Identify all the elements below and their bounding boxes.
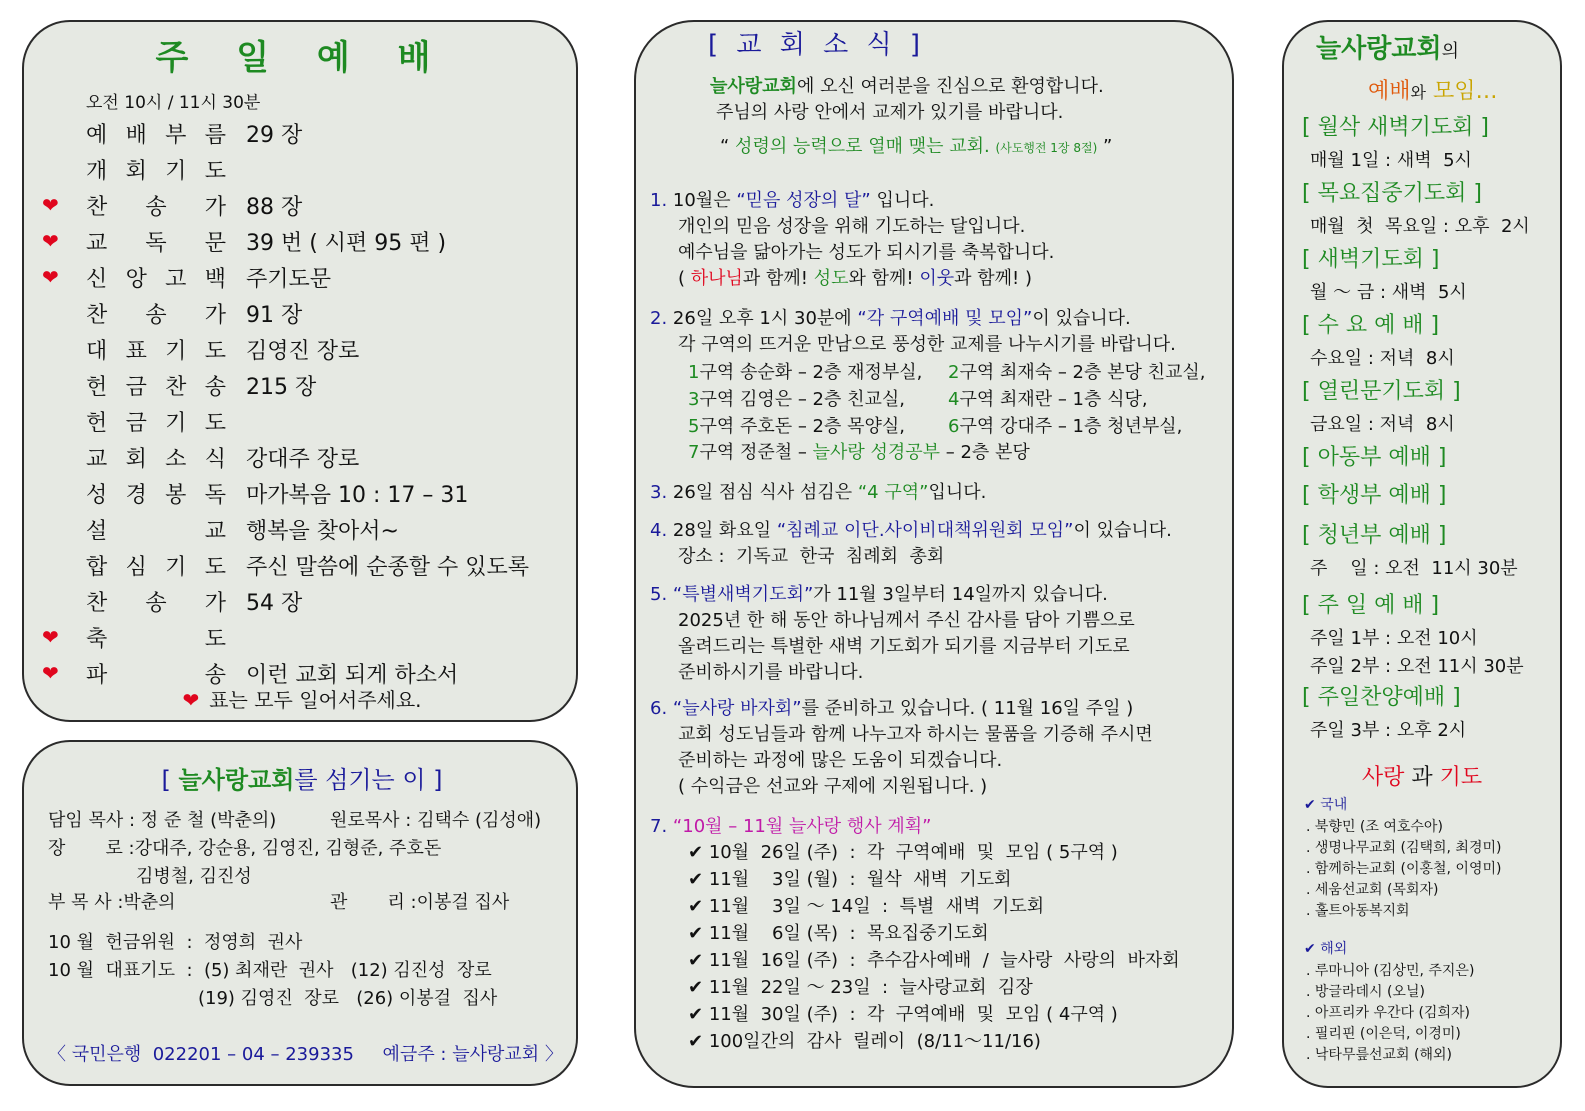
order-label-char: 설 xyxy=(86,519,108,544)
item-highlight: “침례교 이단.사이비대책위원회 모임” xyxy=(776,520,1074,541)
order-label-char: 신 xyxy=(86,267,108,292)
check-icon: ✔ xyxy=(688,977,704,998)
order-label-char: 금 xyxy=(125,375,147,400)
worship-title: 주 일 예 배 xyxy=(155,38,449,78)
order-value: 강대주 장로 xyxy=(246,447,360,472)
order-label-char: 찬 xyxy=(86,591,108,616)
item-text: 이 있습니다. xyxy=(1032,308,1131,329)
order-value: 54 장 xyxy=(246,591,303,616)
elders-row xyxy=(48,834,441,860)
text: 과 함께! xyxy=(742,268,814,289)
schedule-title: [ 주일찬양예배 ] xyxy=(1302,685,1461,710)
group-1 xyxy=(688,358,922,384)
event-item xyxy=(688,892,1044,918)
order-label-char: 부 xyxy=(165,123,187,148)
event-item xyxy=(688,973,1033,999)
check-icon: ✔ xyxy=(688,923,704,944)
order-label-char: 헌 xyxy=(86,375,108,400)
order-label xyxy=(86,406,226,437)
event-text: 11월 6일 (목) : 목요집중기도회 xyxy=(708,923,989,944)
event-item xyxy=(688,919,989,945)
order-label-char: 찬 xyxy=(86,195,108,220)
assoc-pastor-row xyxy=(48,888,176,914)
order-label-char: 기 xyxy=(165,411,187,436)
heading-particle: 의 xyxy=(1441,41,1459,62)
order-label xyxy=(86,478,226,509)
event-text: 10월 26일 (주) : 각 구역예배 및 모임 ( 5구역 ) xyxy=(708,842,1118,863)
monthly-prayer-1: 10 월 대표기도 : (5) 최재란 권사 (12) 김진성 장로 xyxy=(48,960,492,981)
order-label-char: 독 xyxy=(145,231,167,256)
order-label xyxy=(86,118,226,149)
love-word: 사랑 xyxy=(1361,765,1405,790)
order-value: 215 장 xyxy=(246,375,317,400)
group-4 xyxy=(948,385,1148,411)
news-item-5 xyxy=(650,580,1108,606)
group-3 xyxy=(688,385,905,411)
item-number: 7. xyxy=(650,816,668,837)
order-label-char: 송 xyxy=(145,195,167,220)
order-value: 이런 교회 되게 하소서 xyxy=(246,663,459,688)
check-icon: ✔ xyxy=(688,1004,704,1025)
news-title: [ 교 회 소 식 ] xyxy=(708,30,926,60)
item-number: 5. xyxy=(650,584,668,605)
overseas-label: 해외 xyxy=(1320,941,1348,957)
order-label-char: 찬 xyxy=(165,375,187,400)
manager-row xyxy=(330,888,509,914)
event-text: 100일간의 감사 릴레이 (8/11～11/16) xyxy=(708,1031,1041,1052)
order-label-char: 독 xyxy=(204,483,226,508)
welcome-line-1 xyxy=(710,72,1104,98)
order-label xyxy=(86,154,226,185)
check-icon: ✔ xyxy=(688,869,704,890)
meeting-word: 모임… xyxy=(1432,79,1498,104)
god-word: 하나님 xyxy=(690,268,743,289)
pastor-row xyxy=(48,806,276,832)
group-text: 구역 송순화 – 2층 재정부실, xyxy=(699,362,923,383)
order-value: 29 장 xyxy=(246,123,303,148)
overseas-heading xyxy=(1304,938,1347,958)
group-6 xyxy=(948,412,1182,438)
order-label-char: 도 xyxy=(204,555,226,580)
news-panel xyxy=(634,20,1234,1088)
news-item-2-line-2: 각 구역의 뜨거운 만남으로 풍성한 교제를 나누시기를 바랍니다. xyxy=(678,334,1176,355)
saints-word: 성도 xyxy=(813,268,849,289)
welcome-text: 에 오신 여러분을 진심으로 환영합니다. xyxy=(796,76,1104,97)
item-text: 10월은 xyxy=(672,190,737,211)
order-label-char: 배 xyxy=(125,123,147,148)
motto-open-quote: “ xyxy=(720,136,730,157)
schedule-title: [ 청년부 예배 ] xyxy=(1302,523,1447,548)
order-label-char: 금 xyxy=(125,411,147,436)
news-item-1 xyxy=(650,186,934,212)
order-label-char: 심 xyxy=(125,555,147,580)
check-icon: ✔ xyxy=(688,1031,704,1052)
group-text: 구역 최재란 – 1층 식당, xyxy=(959,389,1148,410)
order-label-char: 합 xyxy=(86,555,108,580)
schedule-time: 금요일 : 저녁 8시 xyxy=(1310,414,1455,435)
order-label-char: 회 xyxy=(125,159,147,184)
order-label-char: 도 xyxy=(204,339,226,364)
order-label xyxy=(86,190,226,221)
group-text: – 2층 본당 xyxy=(940,442,1030,463)
item-text: 이 있습니다. xyxy=(1073,520,1172,541)
order-label xyxy=(86,442,226,473)
news-item-6-line-4: ( 수익금은 선교와 구제에 지원됩니다. ) xyxy=(678,776,988,797)
item-text: 를 준비하고 있습니다. ( 11월 16일 주일 ) xyxy=(801,698,1134,719)
order-label-char: 회 xyxy=(125,447,147,472)
schedule-title: [ 목요집중기도회 ] xyxy=(1302,181,1482,206)
order-label-char: 백 xyxy=(204,267,226,292)
motto-close-quote: ” xyxy=(1103,136,1113,157)
church-name: 늘사랑교회 xyxy=(1316,34,1442,64)
schedule-title: [ 월삭 새벽기도회 ] xyxy=(1302,115,1489,140)
order-label-char: 표 xyxy=(125,339,147,364)
prayer-item: . 아프리카 우간다 (김희자) xyxy=(1306,1005,1470,1021)
group-number: 4 xyxy=(948,389,960,410)
order-label-char: 름 xyxy=(204,123,226,148)
order-label-char: 송 xyxy=(204,375,226,400)
event-text: 11월 30일 (주) : 각 구역예배 및 모임 ( 4구역 ) xyxy=(708,1004,1118,1025)
standing-note-text: 표는 모두 일어서주세요. xyxy=(209,688,422,712)
prayer-word: 기도 xyxy=(1439,765,1483,790)
staff-title-rest: 를 섬기는 이 ] xyxy=(294,766,443,794)
news-item-6 xyxy=(650,694,1133,720)
prayer-item: . 낙타무릎선교회 (해외) xyxy=(1306,1047,1452,1063)
order-label xyxy=(86,298,226,329)
check-icon: ✔ xyxy=(1304,941,1316,957)
item-highlight: “특별새벽기도회” xyxy=(672,584,814,605)
order-label-char: 앙 xyxy=(125,267,147,292)
event-item xyxy=(688,1000,1118,1026)
group-number: 1 xyxy=(688,362,700,383)
group-text: 구역 강대주 – 1층 청년부실, xyxy=(959,416,1183,437)
domestic-label: 국내 xyxy=(1320,797,1348,813)
order-value: 주신 말씀에 순종할 수 있도록 xyxy=(246,555,529,580)
heading-particle: 와 xyxy=(1410,83,1426,102)
event-item xyxy=(688,1027,1041,1053)
worship-panel xyxy=(22,20,578,722)
check-icon: ✔ xyxy=(688,842,704,863)
order-label-char: 가 xyxy=(204,303,226,328)
schedule-title: [ 주 일 예 배 ] xyxy=(1302,593,1440,618)
schedule-title: [ 수 요 예 배 ] xyxy=(1302,313,1440,338)
offering-committee: 10 월 헌금위원 : 정영희 권사 xyxy=(48,932,303,953)
order-label-char: 송 xyxy=(204,663,226,688)
order-label-char: 교 xyxy=(86,447,108,472)
side-panel xyxy=(1282,20,1562,1088)
news-item-5-line-4: 준비하시기를 바랍니다. xyxy=(678,662,864,683)
news-item-5-line-3: 올려드리는 특별한 새벽 기도회가 되기를 지금부터 기도로 xyxy=(678,636,1130,657)
order-label-char: 문 xyxy=(204,231,226,256)
order-label-char: 가 xyxy=(204,195,226,220)
order-value: 주기도문 xyxy=(246,267,332,292)
schedule-title: [ 새벽기도회 ] xyxy=(1302,247,1440,272)
motto-reference: (사도행전 1장 8절) xyxy=(995,141,1098,155)
pastor-label: 담임 목사 : xyxy=(48,810,136,831)
order-label-char: 기 xyxy=(165,555,187,580)
assoc-pastor-name: 박춘의 xyxy=(123,892,176,913)
news-item-1-line-4 xyxy=(678,264,1032,290)
emeritus-row xyxy=(330,806,541,832)
worship-word: 예배 xyxy=(1368,79,1411,104)
event-item xyxy=(688,865,1012,891)
bible-study: 늘사랑 성경공부 xyxy=(812,442,940,463)
prayer-heading xyxy=(1284,760,1560,791)
event-item xyxy=(688,946,1180,972)
schedule-time: 주일 3부 : 오후 2시 xyxy=(1310,720,1467,741)
item-highlight: “각 구역예배 및 모임” xyxy=(857,308,1033,329)
staff-title xyxy=(24,760,580,795)
prayer-item: . 세움선교회 (목회자) xyxy=(1306,882,1439,898)
motto-text: 성령의 능력으로 열매 맺는 교회. xyxy=(729,136,990,157)
order-label-char: 봉 xyxy=(165,483,187,508)
item-number: 4. xyxy=(650,520,668,541)
order-label xyxy=(86,262,226,293)
side-heading-1 xyxy=(1316,28,1459,65)
order-label-char: 축 xyxy=(86,627,108,652)
group-text: 구역 주호돈 – 2층 목양실, xyxy=(699,416,906,437)
news-item-2 xyxy=(650,304,1131,330)
news-item-3 xyxy=(650,478,986,504)
news-item-6-line-2: 교회 성도님들과 함께 나누고자 하시는 물품을 기증해 주시면 xyxy=(678,724,1153,745)
order-label-char: 헌 xyxy=(86,411,108,436)
order-value: 마가복음 10 : 17 – 31 xyxy=(246,483,469,508)
news-item-4-line-2: 장소 : 기독교 한국 침례회 총회 xyxy=(678,546,945,567)
order-label xyxy=(86,622,226,653)
schedule-time: 주일 2부 : 오전 11시 30분 xyxy=(1310,656,1524,677)
group-number: 6 xyxy=(948,416,960,437)
order-label-char: 도 xyxy=(204,159,226,184)
order-label-char: 기 xyxy=(165,159,187,184)
text: 와 함께! xyxy=(848,268,920,289)
domestic-heading xyxy=(1304,794,1347,814)
prayer-item: . 필리핀 (이은덕, 이경미) xyxy=(1306,1026,1461,1042)
assoc-pastor-label: 부 목 사 : xyxy=(48,892,124,913)
schedule-time: 월 ～ 금 : 새벽 5시 xyxy=(1310,282,1467,303)
order-label xyxy=(86,514,226,545)
order-value: 91 장 xyxy=(246,303,303,328)
prayer-item: . 방글라데시 (오닐) xyxy=(1306,984,1425,1000)
order-value: 39 번 ( 시편 95 편 ) xyxy=(246,231,447,256)
church-name: 늘사랑교회 xyxy=(178,766,295,794)
welcome-line-2: 주님의 사랑 안에서 교제가 있기를 바랍니다. xyxy=(716,102,1064,123)
order-value: 88 장 xyxy=(246,195,303,220)
prayer-item: . 홀트아동복지회 xyxy=(1306,903,1410,919)
order-label-char: 찬 xyxy=(86,303,108,328)
prayer-item: . 생명나무교회 (김택희, 최경미) xyxy=(1306,840,1502,856)
order-value: 김영진 장로 xyxy=(246,339,360,364)
order-label-char: 개 xyxy=(86,159,108,184)
event-item xyxy=(688,838,1118,864)
group-text: 구역 정준철 – xyxy=(699,442,813,463)
order-label-char: 소 xyxy=(165,447,187,472)
item-number: 2. xyxy=(650,308,668,329)
item-number: 3. xyxy=(650,482,668,503)
group-5 xyxy=(688,412,905,438)
prayer-item: . 북향민 (조 여호수아) xyxy=(1306,819,1443,835)
order-label xyxy=(86,370,226,401)
item-text: 가 11월 3일부터 14일까지 있습니다. xyxy=(813,584,1108,605)
item-text: 26일 오후 1시 30분에 xyxy=(672,308,858,329)
order-label xyxy=(86,226,226,257)
item-text: 28일 화요일 xyxy=(672,520,777,541)
elders-names: 강대주, 강순용, 김영진, 김형준, 주호돈 xyxy=(134,838,442,859)
standing-note xyxy=(24,684,580,713)
worship-time: 오전 10시 / 11시 30분 xyxy=(86,93,261,113)
bank-account: 〈 국민은행 022201 – 04 – 239335 예금주 : 늘사랑교회 〉 xyxy=(48,1044,563,1065)
heart-icon: ❤ xyxy=(42,661,59,685)
text: ( xyxy=(678,268,691,289)
order-label-char: 식 xyxy=(204,447,226,472)
item-highlight: “늘사랑 바자회” xyxy=(672,698,802,719)
pastor-name: 정 준 철 (박춘의) xyxy=(140,810,277,831)
order-label-char: 도 xyxy=(204,627,226,652)
schedule-title: [ 아동부 예배 ] xyxy=(1302,445,1447,470)
heart-icon: ❤ xyxy=(42,193,59,217)
schedule-time: 주 일 : 오전 11시 30분 xyxy=(1310,558,1518,579)
item-number: 6. xyxy=(650,698,668,719)
order-label-char: 파 xyxy=(86,663,108,688)
heading-particle: 과 xyxy=(1411,765,1433,790)
group-7 xyxy=(688,438,1030,464)
news-item-4 xyxy=(650,516,1172,542)
prayer-item: . 함께하는교회 (이홍철, 이영미) xyxy=(1306,861,1502,877)
schedule-time: 수요일 : 저녁 8시 xyxy=(1310,348,1455,369)
schedule-time: 매월 첫 목요일 : 오후 2시 xyxy=(1310,216,1530,237)
order-label-char: 가 xyxy=(204,591,226,616)
schedule-title: [ 열린문기도회 ] xyxy=(1302,379,1461,404)
heart-icon: ❤ xyxy=(42,625,59,649)
welcome-church-name: 늘사랑교회 xyxy=(710,76,797,97)
order-label xyxy=(86,334,226,365)
item-text: 입니다. xyxy=(870,190,935,211)
order-value: 행복을 찾아서~ xyxy=(246,519,399,544)
emeritus-name: 김택수 (김성애) xyxy=(417,810,542,831)
event-text: 11월 3일 (월) : 월삭 새벽 기도회 xyxy=(708,869,1012,890)
heart-icon: ❤ xyxy=(182,688,200,712)
order-label-char: 교 xyxy=(204,519,226,544)
schedule-time: 매월 1일 : 새벽 5시 xyxy=(1310,150,1472,171)
group-number: 3 xyxy=(688,389,700,410)
monthly-prayer-2: (19) 김영진 장로 (26) 이봉걸 집사 xyxy=(198,988,498,1009)
group-number: 2 xyxy=(948,362,960,383)
check-icon: ✔ xyxy=(1304,797,1316,813)
item-highlight: “믿음 성장의 달” xyxy=(736,190,871,211)
item-text: 입니다. xyxy=(928,482,987,503)
item-text: 26일 점심 식사 섬김은 xyxy=(672,482,858,503)
order-label-char: 예 xyxy=(86,123,108,148)
side-heading-2 xyxy=(1368,74,1498,105)
heart-icon: ❤ xyxy=(42,265,59,289)
schedule-time: 주일 1부 : 오전 10시 xyxy=(1310,628,1478,649)
news-item-1-line-2: 개인의 믿음 성장을 위해 기도하는 달입니다. xyxy=(678,216,1026,237)
group-text: 구역 김영은 – 2층 친교실, xyxy=(699,389,906,410)
group-number: 5 xyxy=(688,416,700,437)
order-label-char: 송 xyxy=(145,591,167,616)
order-label-char: 교 xyxy=(86,231,108,256)
order-label-char: 경 xyxy=(125,483,147,508)
group-text: 구역 최재숙 – 2층 본당 친교실, xyxy=(959,362,1206,383)
order-label-char: 대 xyxy=(86,339,108,364)
group-2 xyxy=(948,358,1206,384)
elders-label: 장 로 : xyxy=(48,838,135,859)
news-item-1-line-3: 예수님을 닮아가는 성도가 되시기를 축복합니다. xyxy=(678,242,1055,263)
emeritus-label: 원로목사 : xyxy=(330,810,412,831)
staff-title-open: [ xyxy=(161,766,179,794)
manager-label: 관 리 : xyxy=(330,892,417,913)
event-text: 11월 3일 ～ 14일 : 특별 새벽 기도회 xyxy=(708,896,1045,917)
news-item-6-line-3: 준비하는 과정에 많은 도움이 되겠습니다. xyxy=(678,750,1003,771)
staff-panel xyxy=(22,740,578,1086)
heart-icon: ❤ xyxy=(42,229,59,253)
order-label-char: 송 xyxy=(145,303,167,328)
news-item-5-line-2: 2025년 한 해 동안 하나님께서 주신 감사를 담아 기쁨으로 xyxy=(678,610,1135,631)
prayer-item: . 루마니아 (김상민, 주지은) xyxy=(1306,963,1475,979)
order-label xyxy=(86,586,226,617)
check-icon: ✔ xyxy=(688,950,704,971)
elders-names-2: 김병철, 김진성 xyxy=(136,866,252,887)
order-label xyxy=(86,550,226,581)
order-label-char: 기 xyxy=(165,339,187,364)
event-text: 11월 16일 (주) : 추수감사예배 / 늘사랑 사랑의 바자회 xyxy=(708,950,1180,971)
text: 과 함께! ) xyxy=(954,268,1032,289)
item-number: 1. xyxy=(650,190,668,211)
schedule-title: [ 학생부 예배 ] xyxy=(1302,483,1447,508)
item-highlight: “4 구역” xyxy=(857,482,929,503)
event-text: 11월 22일 ～ 23일 : 늘사랑교회 김장 xyxy=(708,977,1033,998)
order-label-char: 도 xyxy=(204,411,226,436)
news-item-7 xyxy=(650,812,931,838)
group-number: 7 xyxy=(688,442,700,463)
church-motto xyxy=(720,132,1112,158)
order-label-char: 성 xyxy=(86,483,108,508)
order-label-char: 고 xyxy=(165,267,187,292)
check-icon: ✔ xyxy=(688,896,704,917)
neighbor-word: 이웃 xyxy=(919,268,955,289)
item-highlight: “10월 – 11월 늘사랑 행사 계획” xyxy=(672,816,932,837)
manager-name: 이봉걸 집사 xyxy=(416,892,510,913)
